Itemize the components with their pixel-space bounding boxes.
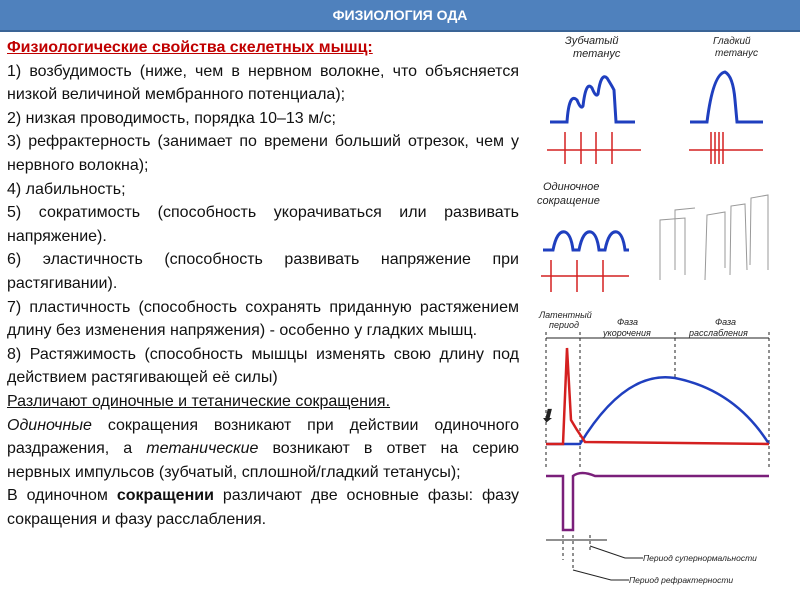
text-fragment: В одиночном [7, 487, 117, 505]
smooth-tetanus-curve [690, 72, 763, 122]
single-contractions-curve [543, 232, 629, 250]
text-fragment: возникают в ответ на серию нервных импульсов (зубчатый, сплошной/гладкий тетанусы); [7, 440, 519, 481]
label-relax-1: Фаза [715, 317, 737, 327]
property-8: 8) Растяжимость (способность мышцы изменять свою длину под действием растягивающей её силы) [7, 345, 519, 387]
faint-records [660, 195, 768, 280]
excitability-markers [546, 535, 643, 580]
label-single-2: сокращение [537, 195, 600, 207]
property-4: 4) лабильность; [7, 180, 126, 198]
label-shortening-2: укорочения [603, 328, 651, 338]
slide-header [0, 0, 800, 32]
text-block [7, 36, 519, 531]
label-single-1: Одиночное [543, 181, 600, 193]
label-refractory: Период рефрактерности [629, 575, 734, 585]
action-potential-curve [546, 348, 769, 444]
label-serrated-2: тетанус [573, 48, 621, 60]
contraction-description [7, 414, 519, 485]
section-heading: Физиологические свойства скелетных мышц: [7, 39, 373, 56]
label-supernormal: Период супернормальности [643, 553, 757, 563]
label-shortening-1: Фаза [617, 317, 639, 327]
contraction-types: Различают одиночные и тетанические сокращения. [7, 392, 391, 410]
serrated-tetanus-curve [550, 77, 635, 122]
label-relax-2: расслабления [689, 328, 748, 338]
phases-description [7, 484, 519, 531]
text-fragment: различают две основные фазы: фазу сокращения и фазу расслабления. [7, 487, 519, 528]
smooth-stimuli [689, 132, 763, 164]
phase-markers [546, 332, 769, 470]
single-stimuli [541, 260, 629, 292]
label-latent-2: период [549, 320, 579, 330]
label-serrated-1: Зубчатый [565, 35, 619, 47]
slide-title: ФИЗИОЛОГИЯ ОДА [332, 7, 468, 23]
excitability-curve [546, 473, 769, 530]
contraction-figure [525, 30, 800, 600]
property-2: 2) низкая проводимость, порядка 10–13 м/с; [7, 109, 336, 127]
property-3: 3) рефрактерность (занимает по времени больший отрезок, чем у нервного волокна); [7, 133, 519, 174]
term-single: Одиночные [7, 416, 92, 434]
serrated-stimuli [547, 132, 641, 164]
text-fragment: сокращения возникают при действии одиночного раздражения, а [7, 416, 519, 458]
property-6: 6) эластичность (способность развивать напряжение при растягивании). [7, 251, 519, 292]
stimulus-arrow-icon: ⬇ [539, 406, 555, 426]
term-tetanic: тетанические [146, 440, 259, 458]
property-7: 7) пластичность (способность сохранять приданную растяжением длину без изменения напряжения) - особенно у гладких мышц. [7, 298, 519, 340]
label-smooth-1: Гладкий [713, 36, 751, 47]
term-contraction: сокращении [116, 487, 214, 505]
property-1: 1) возбудимость (ниже, чем в нервном волокне, что объясняется низкой величиной мембранного потенциала); [7, 62, 519, 104]
label-smooth-2: тетанус [715, 48, 759, 59]
property-5: 5) сократимость (способность укорачиваться или развивать напряжение). [7, 204, 519, 245]
label-latent-1: Латентный [539, 310, 592, 320]
